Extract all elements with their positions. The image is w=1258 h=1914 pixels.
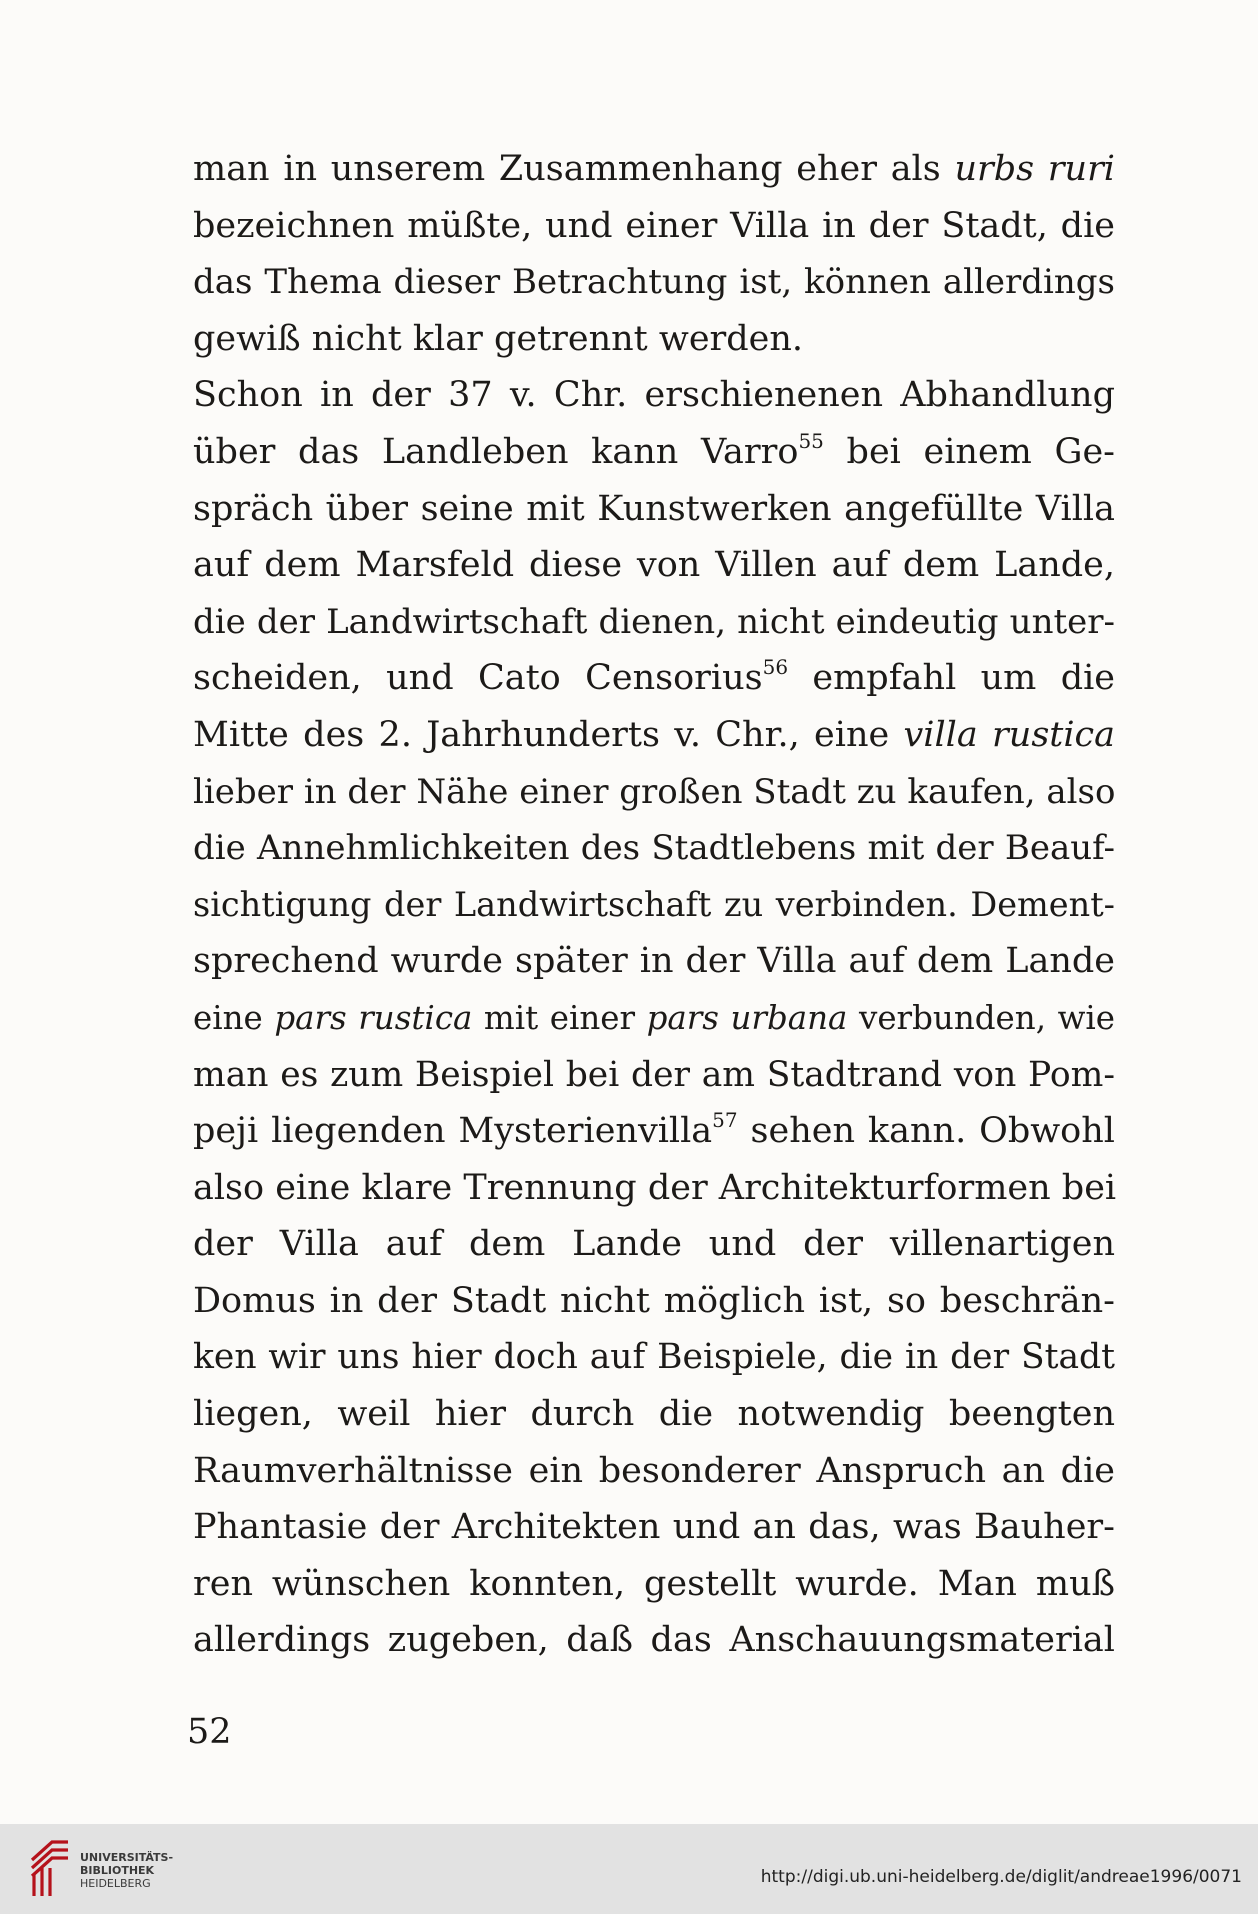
text-line	[193, 1499, 1115, 1556]
text-segment: allerdings zugeben, daß das Anschauungsmaterial	[193, 1620, 1115, 1661]
text-line	[193, 933, 1115, 990]
text-segment: der Villa auf dem Lande und der villenartigen	[193, 1224, 1115, 1265]
text-line	[193, 1273, 1115, 1330]
text-segment: liegen, weil hier durch die notwendig beengten	[193, 1394, 1115, 1435]
footnote-reference: 57	[712, 1108, 738, 1133]
text-segment: Domus in der Stadt nicht möglich ist, so beschrän-	[193, 1280, 1115, 1321]
text-segment: auf dem Marsfeld diese von Villen auf dem Lande,	[193, 545, 1115, 586]
text-segment: Phantasie der Architekten und an das, was Bauher-	[193, 1507, 1115, 1548]
text-line	[193, 1556, 1115, 1613]
text-segment: ken wir uns hier doch auf Beispiele, die in der Stadt	[193, 1337, 1115, 1378]
text-line	[193, 1386, 1115, 1443]
source-url-link[interactable]: http://digi.ub.uni-heidelberg.de/diglit/andreae1996/0071	[760, 1867, 1242, 1887]
italic-term: pars urbana	[646, 998, 848, 1037]
library-logo-text	[80, 1851, 173, 1890]
text-segment: eine	[193, 998, 275, 1037]
text-segment: über das Landleben kann Varro	[193, 431, 799, 472]
text-segment: ren wünschen konnten, gestellt wurde. Man muß	[193, 1563, 1115, 1604]
text-line	[193, 594, 1115, 651]
italic-term: villa rustica	[903, 714, 1116, 755]
text-line	[193, 1160, 1115, 1217]
logo-line-3: HEIDELBERG	[80, 1877, 151, 1890]
text-line	[193, 367, 1115, 424]
text-line	[193, 254, 1115, 311]
text-segment: Mitte des 2. Jahrhunderts v. Chr., eine	[193, 714, 904, 755]
text-line	[193, 764, 1115, 821]
text-segment: scheiden, und Cato Censorius	[193, 658, 763, 699]
text-segment: also eine klare Trennung der Architekturformen bei	[193, 1167, 1117, 1208]
text-line	[193, 481, 1115, 538]
text-segment: peji liegenden Mysterienvilla	[193, 1111, 713, 1152]
text-segment: lieber in der Nähe einer großen Stadt zu kaufen, also	[193, 771, 1116, 812]
page-number: 52	[187, 1712, 232, 1752]
logo-line-1: UNIVERSITÄTS-	[80, 1851, 174, 1864]
text-segment: bezeichnen müßte, und einer Villa in der Stadt, die	[193, 205, 1115, 246]
text-segment: sehen kann. Obwohl	[737, 1111, 1115, 1152]
text-line	[193, 1443, 1115, 1500]
logo-line-2: BIBLIOTHEK	[80, 1864, 155, 1877]
text-line	[193, 424, 1115, 481]
footnote-reference: 56	[762, 655, 789, 680]
text-segment: man es zum Beispiel bei der am Stadtrand von Pom-	[193, 1054, 1115, 1095]
text-line	[193, 1047, 1115, 1104]
italic-term: urbs ruri	[954, 149, 1115, 189]
text-segment: verbunden, wie	[847, 998, 1116, 1037]
footnote-reference: 55	[798, 428, 824, 453]
text-segment: gewiß nicht klar getrennt werden.	[193, 318, 804, 359]
text-line	[193, 1103, 1115, 1160]
text-line	[193, 650, 1115, 707]
text-segment: bei einem Ge-	[823, 431, 1115, 472]
text-segment: die der Landwirtschaft dienen, nicht eindeutig unter-	[193, 601, 1115, 642]
text-segment: man in unserem Zusammenhang eher als	[193, 149, 955, 189]
library-logo[interactable]	[28, 1836, 228, 1902]
italic-term: pars rustica	[274, 998, 473, 1037]
text-line	[193, 141, 1115, 198]
text-segment: sichtigung der Landwirtschaft zu verbinden. Dement-	[193, 884, 1115, 924]
text-line	[193, 877, 1115, 934]
text-segment: empfahl um die	[788, 658, 1115, 699]
text-line	[193, 707, 1115, 764]
text-segment: Raumverhältnisse ein besonderer Anspruch an die	[193, 1450, 1115, 1491]
text-line	[193, 537, 1115, 594]
text-segment: sprechend wurde später in der Villa auf dem Lande	[193, 941, 1115, 982]
text-line	[193, 198, 1115, 255]
text-line	[193, 1216, 1115, 1273]
text-segment: mit einer	[472, 998, 647, 1037]
library-footer	[0, 1824, 1258, 1914]
text-segment: Schon in der 37 v. Chr. erschienenen Abhandlung	[193, 375, 1115, 416]
text-line	[193, 1612, 1115, 1669]
text-line	[193, 1329, 1115, 1386]
text-segment: die Annehmlichkeiten des Stadtlebens mit der Beauf-	[193, 828, 1115, 869]
text-line	[193, 820, 1115, 877]
text-segment: spräch über seine mit Kunstwerken angefüllte Villa	[193, 488, 1115, 529]
body-text	[193, 141, 1115, 1669]
text-line	[193, 990, 1115, 1047]
library-logo-icon	[28, 1838, 72, 1900]
text-line	[193, 311, 1115, 368]
text-segment: das Thema dieser Betrachtung ist, können allerdings	[193, 262, 1115, 303]
